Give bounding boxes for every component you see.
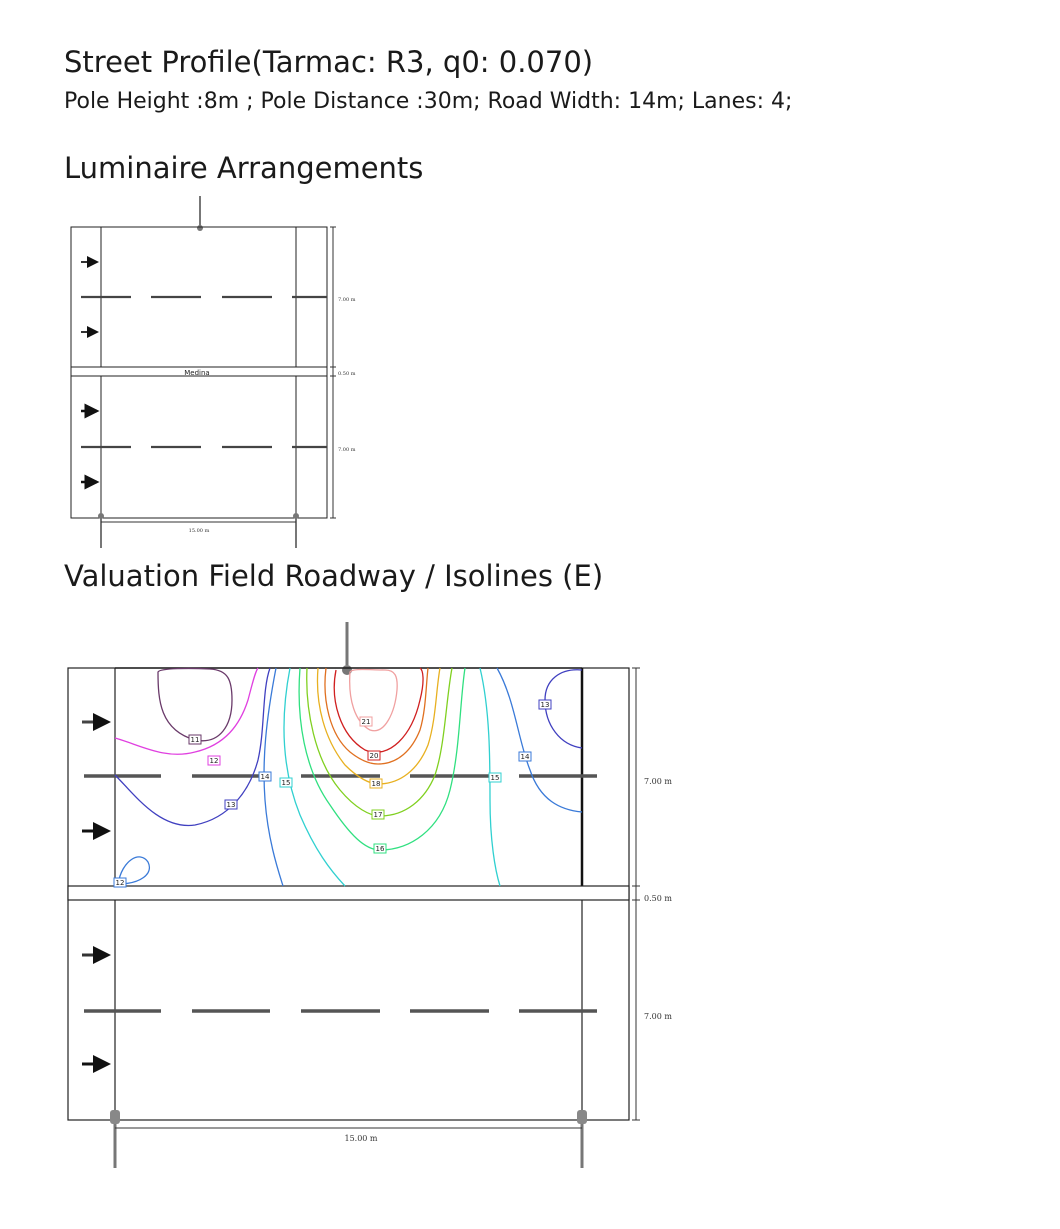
svg-text:14: 14 xyxy=(260,773,270,781)
isolines-heading: Valuation Field Roadway / Isolines (E) xyxy=(64,559,604,593)
isoline-label xyxy=(370,779,382,788)
isoline-label xyxy=(208,756,220,765)
isoline-label xyxy=(539,700,551,709)
dim-upper-width: 7.00 m xyxy=(338,297,356,303)
isoline-label xyxy=(374,844,386,853)
luminaire-top xyxy=(197,225,203,231)
luminaire-bottom-right xyxy=(293,513,299,519)
isoline-14-right xyxy=(497,668,582,812)
isoline-12 xyxy=(115,668,258,754)
street-parameters: Pole Height :8m ; Pole Distance :30m; Road Width: 14m; Lanes: 4; xyxy=(64,89,793,114)
isoline-13 xyxy=(115,668,270,825)
isoline-19 xyxy=(325,668,428,764)
svg-text:13: 13 xyxy=(226,801,236,809)
isoline-21 xyxy=(350,670,398,731)
luminaire-bottom-right xyxy=(577,1110,587,1124)
luminaire-bottom-left xyxy=(110,1110,120,1124)
dim-lower-width: 7.00 m xyxy=(644,1012,672,1021)
svg-text:12: 12 xyxy=(209,757,219,765)
isoline-label xyxy=(225,800,237,809)
isoline-label xyxy=(189,735,201,744)
svg-text:18: 18 xyxy=(371,780,381,788)
svg-text:13: 13 xyxy=(540,701,550,709)
svg-text:15: 15 xyxy=(490,774,500,782)
dim-length: 15.00 m xyxy=(344,1134,378,1143)
svg-text:11: 11 xyxy=(190,736,200,744)
isoline-label xyxy=(519,752,531,761)
isoline-label xyxy=(259,772,271,781)
svg-text:12: 12 xyxy=(115,879,125,887)
isoline-11 xyxy=(158,668,232,740)
isoline-16 xyxy=(299,668,465,850)
isoline-label xyxy=(114,878,126,887)
dim-median-width: 0.50 m xyxy=(644,894,672,903)
isoline-17 xyxy=(307,668,452,816)
isoline-label xyxy=(368,751,380,760)
svg-text:16: 16 xyxy=(375,845,385,853)
isoline-20 xyxy=(334,668,423,752)
isoline-label xyxy=(372,810,384,819)
svg-text:17: 17 xyxy=(373,811,383,819)
isoline-label xyxy=(360,717,372,726)
isolines-diagram xyxy=(68,622,672,1168)
isoline-label xyxy=(280,778,292,787)
median-label: Medina xyxy=(184,369,210,377)
arrangement-heading: Luminaire Arrangements xyxy=(64,151,424,185)
svg-text:20: 20 xyxy=(369,752,379,760)
luminaire-bottom-left xyxy=(98,513,104,519)
median xyxy=(68,886,629,900)
svg-text:21: 21 xyxy=(361,718,371,726)
dim-length: 15.00 m xyxy=(188,528,210,534)
dim-lower-width: 7.00 m xyxy=(338,447,356,453)
page-title: Street Profile(Tarmac: R3, q0: 0.070) xyxy=(64,45,594,79)
isoline-label xyxy=(489,773,501,782)
luminaire-arrangement-diagram xyxy=(71,196,356,548)
svg-text:15: 15 xyxy=(281,779,291,787)
dim-upper-width: 7.00 m xyxy=(644,777,672,786)
dim-median-width: 0.50 m xyxy=(338,371,356,377)
svg-text:14: 14 xyxy=(520,753,530,761)
